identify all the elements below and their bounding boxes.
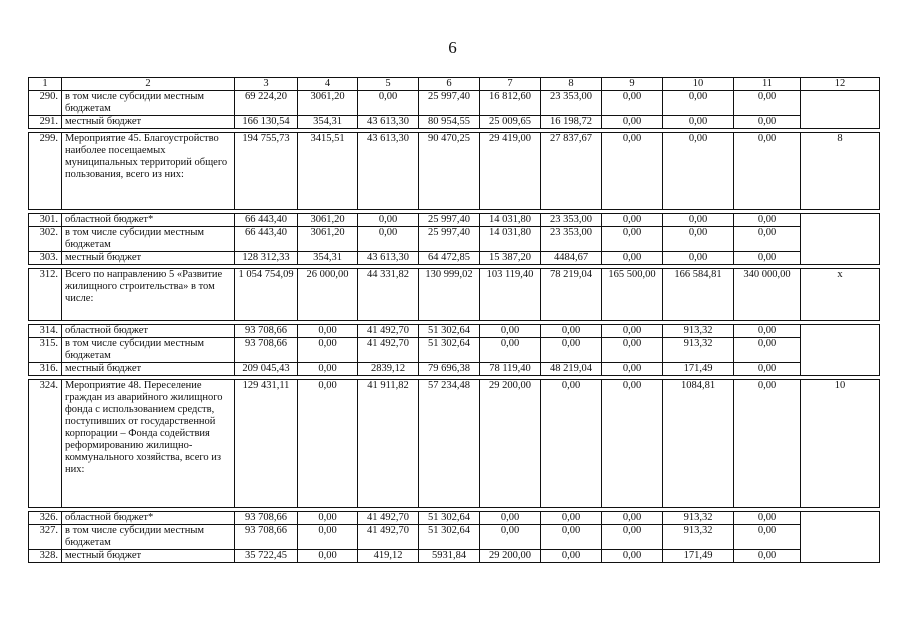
value-cell: 78 219,04: [541, 269, 602, 321]
value-cell: 0,00: [602, 91, 663, 116]
value-cell: 16 198,72: [541, 116, 602, 129]
value-cell: 1084,81: [663, 380, 734, 508]
value-cell: 0,00: [663, 91, 734, 116]
row-number-cell: 324.: [29, 380, 62, 508]
value-cell: 0,00: [541, 380, 602, 508]
row-label-cell: местный бюджет: [62, 252, 235, 265]
row-label-cell: областной бюджет*: [62, 214, 235, 227]
table-row: [29, 525, 880, 550]
value-cell: 0,00: [541, 338, 602, 363]
value-cell: 79 696,38: [419, 363, 480, 376]
column-header: 7: [480, 78, 541, 91]
column-header: 11: [734, 78, 801, 91]
value-cell: 913,32: [663, 338, 734, 363]
value-cell: 41 492,70: [358, 338, 419, 363]
row-number-cell: 302.: [29, 227, 62, 252]
value-cell: 0,00: [602, 252, 663, 265]
value-cell: 3415,51: [298, 133, 358, 210]
row-label-cell: в том числе субсидии местным бюджетам: [62, 91, 235, 116]
value-cell: 913,32: [663, 525, 734, 550]
value-cell: 0,00: [541, 550, 602, 563]
row-label-cell: Мероприятие 45. Благоустройство наиболее посещаемых муниципальных территорий общего пользования, всего из них:: [62, 133, 235, 210]
value-cell: 171,49: [663, 363, 734, 376]
column-header: 8: [541, 78, 602, 91]
value-cell: 0,00: [734, 550, 801, 563]
value-cell: 0,00: [602, 227, 663, 252]
table-row: [29, 380, 880, 508]
value-cell: 0,00: [663, 133, 734, 210]
column-header: 5: [358, 78, 419, 91]
row-number-cell: 303.: [29, 252, 62, 265]
budget-table: [28, 77, 880, 563]
value-cell: 0,00: [298, 338, 358, 363]
value-cell: 93 708,66: [235, 338, 298, 363]
value-cell: 41 492,70: [358, 512, 419, 525]
value-cell: 0,00: [602, 525, 663, 550]
row-label-cell: местный бюджет: [62, 363, 235, 376]
value-cell: 4484,67: [541, 252, 602, 265]
value-cell: 0,00: [734, 338, 801, 363]
table-row: [29, 214, 880, 227]
value-cell: 0,00: [358, 214, 419, 227]
value-cell: 0,00: [734, 380, 801, 508]
value-cell: 0,00: [602, 214, 663, 227]
row-number-cell: 328.: [29, 550, 62, 563]
value-cell: 171,49: [663, 550, 734, 563]
value-cell: 43 613,30: [358, 133, 419, 210]
value-cell: 2839,12: [358, 363, 419, 376]
value-cell: 66 443,40: [235, 227, 298, 252]
value-cell: 26 000,00: [298, 269, 358, 321]
value-cell: 23 353,00: [541, 214, 602, 227]
row-number-cell: 316.: [29, 363, 62, 376]
value-cell: 103 119,40: [480, 269, 541, 321]
value-cell: 0,00: [480, 325, 541, 338]
column-header: 1: [29, 78, 62, 91]
table-body: [29, 78, 880, 563]
value-cell: 93 708,66: [235, 512, 298, 525]
row-number-cell: 291.: [29, 116, 62, 129]
value-cell: 913,32: [663, 512, 734, 525]
row-label-cell: Мероприятие 48. Переселение граждан из аварийного жилищного фонда с использованием средств, поступивших от государственной корпорации – Фонда содействия реформированию жилищно-коммунального хозяйства, всего из них:: [62, 380, 235, 508]
value-cell: 23 353,00: [541, 227, 602, 252]
value-cell: 29 200,00: [480, 380, 541, 508]
row-label-cell: Всего по направлению 5 «Развитие жилищного строительства» в том числе:: [62, 269, 235, 321]
row-number-cell: 312.: [29, 269, 62, 321]
value-cell: 0,00: [734, 227, 801, 252]
value-cell: 129 431,11: [235, 380, 298, 508]
row-number-cell: 290.: [29, 91, 62, 116]
value-cell: 93 708,66: [235, 525, 298, 550]
value-cell: 419,12: [358, 550, 419, 563]
row-label-cell: в том числе субсидии местным бюджетам: [62, 227, 235, 252]
table-row: [29, 550, 880, 563]
value-cell: 0,00: [480, 338, 541, 363]
value-cell: 354,31: [298, 252, 358, 265]
value-cell: 25 009,65: [480, 116, 541, 129]
value-cell: 130 999,02: [419, 269, 480, 321]
row-number-cell: 315.: [29, 338, 62, 363]
column-header: 2: [62, 78, 235, 91]
value-cell: 41 492,70: [358, 525, 419, 550]
row-number-cell: 314.: [29, 325, 62, 338]
value-cell: 35 722,45: [235, 550, 298, 563]
value-cell: 166 584,81: [663, 269, 734, 321]
column-header: 10: [663, 78, 734, 91]
value-cell: 57 234,48: [419, 380, 480, 508]
table-header-row: [29, 78, 880, 91]
value-cell: 209 045,43: [235, 363, 298, 376]
row-number-cell: 326.: [29, 512, 62, 525]
value-cell: 64 472,85: [419, 252, 480, 265]
value-cell: 25 997,40: [419, 214, 480, 227]
value-cell: 354,31: [298, 116, 358, 129]
table-row: [29, 252, 880, 265]
value-cell: 14 031,80: [480, 214, 541, 227]
value-cell: 78 119,40: [480, 363, 541, 376]
value-cell: 0,00: [602, 380, 663, 508]
value-cell: 80 954,55: [419, 116, 480, 129]
value-cell: 69 224,20: [235, 91, 298, 116]
value-cell: 48 219,04: [541, 363, 602, 376]
row-number-cell: 301.: [29, 214, 62, 227]
value-cell: 29 419,00: [480, 133, 541, 210]
value-cell: 43 613,30: [358, 252, 419, 265]
value-cell: 66 443,40: [235, 214, 298, 227]
col12-cell: [801, 214, 880, 265]
value-cell: 0,00: [298, 380, 358, 508]
row-number-cell: 327.: [29, 525, 62, 550]
col12-cell: [801, 512, 880, 563]
row-label-cell: местный бюджет: [62, 116, 235, 129]
value-cell: 3061,20: [298, 227, 358, 252]
value-cell: 0,00: [602, 338, 663, 363]
table-row: [29, 325, 880, 338]
table-row: [29, 269, 880, 321]
row-number-cell: 299.: [29, 133, 62, 210]
table-row: [29, 91, 880, 116]
value-cell: 14 031,80: [480, 227, 541, 252]
table-row: [29, 338, 880, 363]
table-row: [29, 227, 880, 252]
value-cell: 16 812,60: [480, 91, 541, 116]
value-cell: 0,00: [734, 525, 801, 550]
value-cell: 0,00: [663, 116, 734, 129]
column-header: 6: [419, 78, 480, 91]
value-cell: 0,00: [541, 325, 602, 338]
value-cell: 25 997,40: [419, 91, 480, 116]
value-cell: 51 302,64: [419, 338, 480, 363]
value-cell: 15 387,20: [480, 252, 541, 265]
row-label-cell: в том числе субсидии местным бюджетам: [62, 338, 235, 363]
row-label-cell: местный бюджет: [62, 550, 235, 563]
value-cell: 0,00: [602, 133, 663, 210]
value-cell: 1 054 754,09: [235, 269, 298, 321]
value-cell: 0,00: [541, 512, 602, 525]
value-cell: 29 200,00: [480, 550, 541, 563]
value-cell: 128 312,33: [235, 252, 298, 265]
value-cell: 0,00: [298, 325, 358, 338]
value-cell: 0,00: [602, 512, 663, 525]
value-cell: 0,00: [734, 363, 801, 376]
value-cell: 0,00: [541, 525, 602, 550]
value-cell: 0,00: [602, 116, 663, 129]
col12-cell: [801, 91, 880, 129]
value-cell: 23 353,00: [541, 91, 602, 116]
value-cell: 0,00: [298, 363, 358, 376]
value-cell: 5931,84: [419, 550, 480, 563]
value-cell: 0,00: [298, 512, 358, 525]
value-cell: 0,00: [734, 91, 801, 116]
value-cell: 340 000,00: [734, 269, 801, 321]
value-cell: 25 997,40: [419, 227, 480, 252]
value-cell: 43 613,30: [358, 116, 419, 129]
column-header: 4: [298, 78, 358, 91]
value-cell: 3061,20: [298, 214, 358, 227]
value-cell: 165 500,00: [602, 269, 663, 321]
table-row: [29, 116, 880, 129]
col12-cell: x: [801, 269, 880, 321]
value-cell: 913,32: [663, 325, 734, 338]
value-cell: 0,00: [602, 325, 663, 338]
page-number: 6: [448, 38, 457, 57]
value-cell: 0,00: [602, 363, 663, 376]
value-cell: 3061,20: [298, 91, 358, 116]
value-cell: 0,00: [298, 550, 358, 563]
value-cell: 41 911,82: [358, 380, 419, 508]
value-cell: 51 302,64: [419, 525, 480, 550]
value-cell: 41 492,70: [358, 325, 419, 338]
value-cell: 0,00: [734, 133, 801, 210]
value-cell: 51 302,64: [419, 512, 480, 525]
value-cell: 0,00: [358, 91, 419, 116]
value-cell: 0,00: [734, 512, 801, 525]
value-cell: 166 130,54: [235, 116, 298, 129]
value-cell: 0,00: [734, 252, 801, 265]
value-cell: 0,00: [480, 525, 541, 550]
value-cell: 0,00: [663, 227, 734, 252]
col12-cell: 10: [801, 380, 880, 508]
col12-cell: [801, 325, 880, 376]
value-cell: 44 331,82: [358, 269, 419, 321]
value-cell: 0,00: [663, 214, 734, 227]
value-cell: 0,00: [358, 227, 419, 252]
value-cell: 0,00: [602, 550, 663, 563]
value-cell: 0,00: [734, 214, 801, 227]
column-header: 9: [602, 78, 663, 91]
value-cell: 27 837,67: [541, 133, 602, 210]
value-cell: 90 470,25: [419, 133, 480, 210]
value-cell: 0,00: [734, 116, 801, 129]
value-cell: 0,00: [734, 325, 801, 338]
value-cell: 0,00: [663, 252, 734, 265]
value-cell: 0,00: [480, 512, 541, 525]
row-label-cell: областной бюджет*: [62, 512, 235, 525]
column-header: 3: [235, 78, 298, 91]
table-row: [29, 512, 880, 525]
value-cell: 194 755,73: [235, 133, 298, 210]
table-row: [29, 133, 880, 210]
value-cell: 0,00: [298, 525, 358, 550]
value-cell: 93 708,66: [235, 325, 298, 338]
value-cell: 51 302,64: [419, 325, 480, 338]
column-header: 12: [801, 78, 880, 91]
row-label-cell: областной бюджет: [62, 325, 235, 338]
table-row: [29, 363, 880, 376]
row-label-cell: в том числе субсидии местным бюджетам: [62, 525, 235, 550]
col12-cell: 8: [801, 133, 880, 210]
